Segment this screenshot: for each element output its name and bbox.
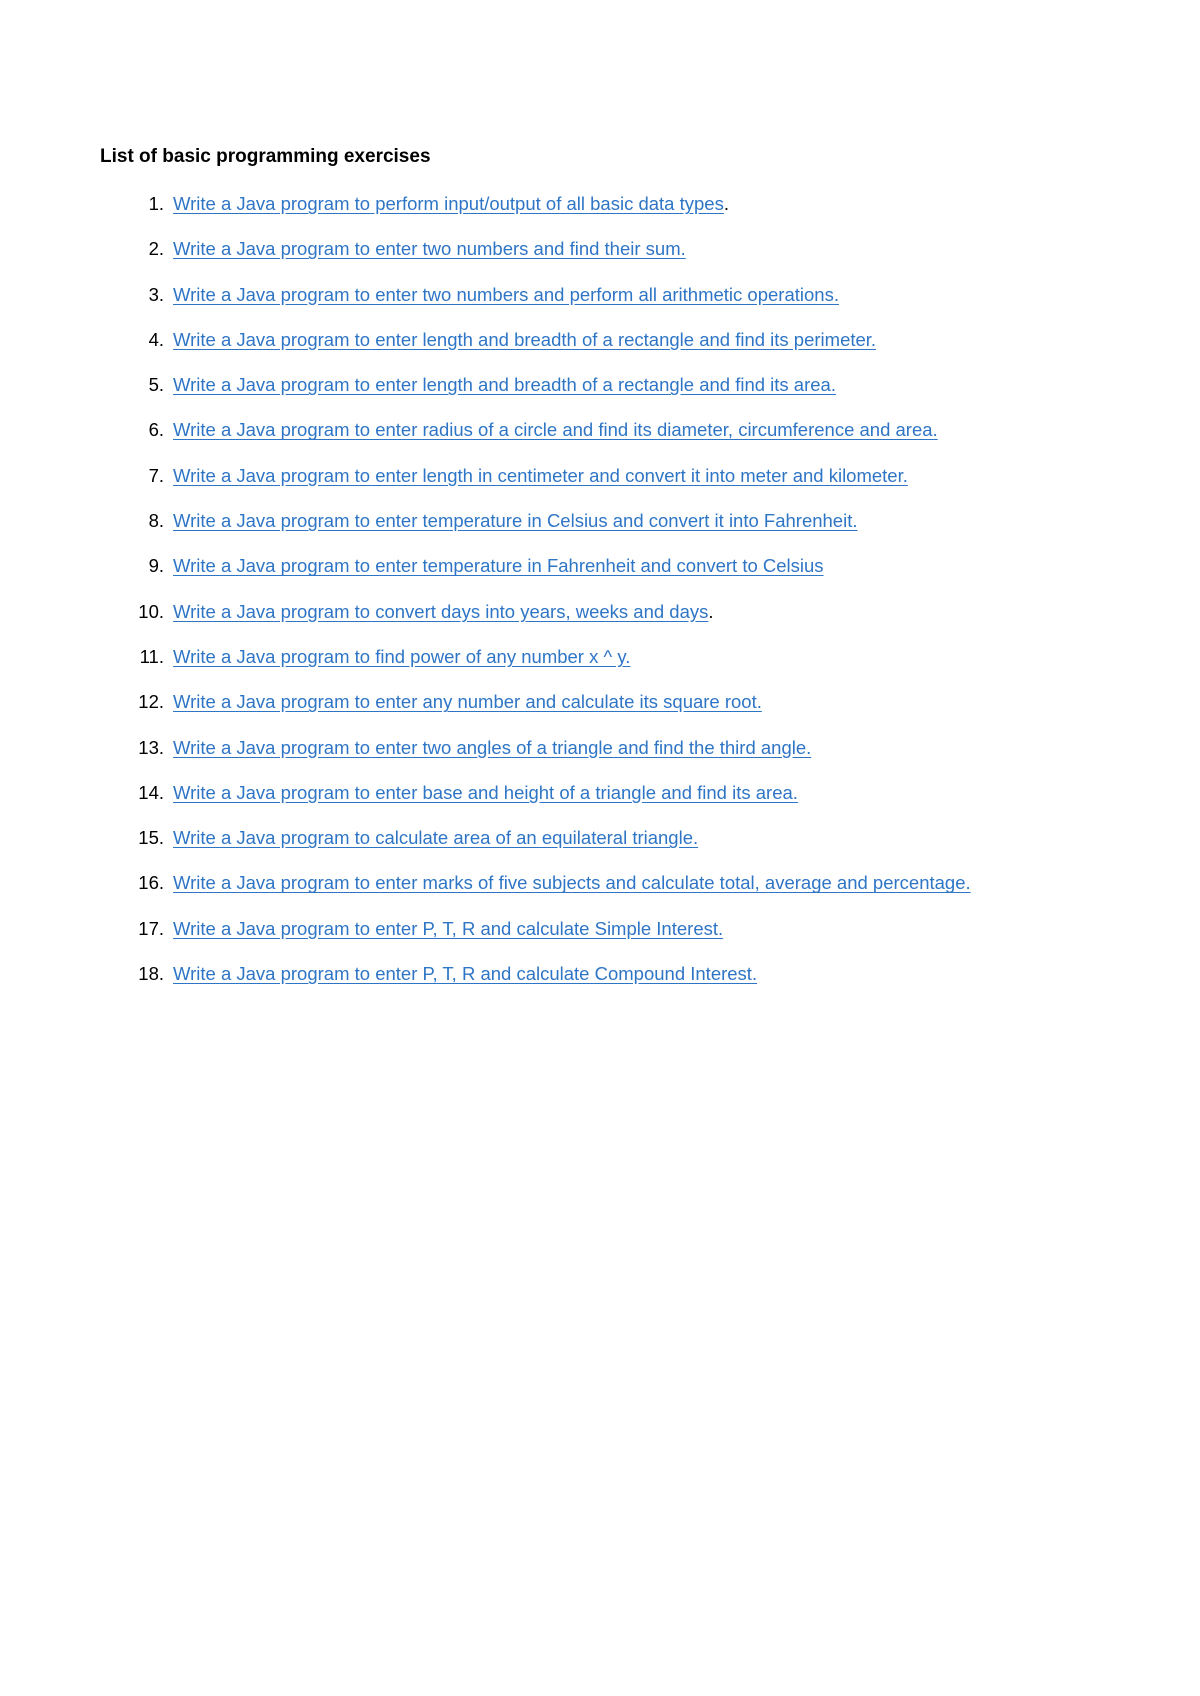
list-item [0, 601, 1200, 646]
list-item-number: 7. [148, 464, 164, 486]
list-item [0, 691, 1200, 736]
list-item-suffix: . [723, 193, 729, 214]
exercise-link[interactable]: Write a Java program to enter any number and calculate its square root. [173, 691, 762, 713]
list-item-number: 14. [138, 781, 164, 803]
list-item [0, 510, 1200, 555]
list-item-number: 9. [148, 555, 164, 577]
list-item [0, 918, 1200, 963]
list-item-content [173, 465, 908, 487]
exercise-link[interactable]: Write a Java program to enter two angles of a triangle and find the third angle. [173, 736, 812, 758]
list-item-number: 16. [138, 872, 164, 894]
exercise-link[interactable]: Write a Java program to enter two numbers and perform all arithmetic operations. [173, 283, 839, 305]
list-item-number: 17. [138, 917, 164, 939]
exercise-link[interactable]: Write a Java program to enter temperature in Fahrenheit and convert to Celsius [173, 555, 824, 577]
list-item-content [173, 601, 714, 623]
exercise-link[interactable]: Write a Java program to enter temperature in Celsius and convert it into Fahrenheit. [173, 510, 858, 532]
list-item-number: 4. [148, 328, 164, 350]
list-item-content [173, 691, 762, 713]
list-item-number: 18. [138, 963, 164, 985]
list-item-content [173, 827, 698, 849]
exercise-link[interactable]: Write a Java program to enter length and breadth of a rectangle and find its area. [173, 374, 836, 396]
list-item-content [173, 963, 757, 985]
exercise-link[interactable]: Write a Java program to enter two numbers and find their sum. [173, 238, 686, 260]
list-item-content [173, 782, 798, 804]
list-item-content [173, 872, 971, 894]
list-item-content [173, 737, 811, 759]
list-item-content [173, 238, 686, 260]
list-item [0, 782, 1200, 827]
list-item-content [173, 510, 858, 532]
list-item [0, 419, 1200, 464]
list-item-number: 1. [148, 193, 164, 214]
list-item [0, 872, 1200, 917]
exercise-link[interactable]: Write a Java program to perform input/output of all basic data types [173, 193, 724, 214]
list-item-content [173, 419, 938, 441]
list-item [0, 238, 1200, 283]
exercise-link[interactable]: Write a Java program to calculate area of an equilateral triangle. [173, 827, 699, 849]
exercise-link[interactable]: Write a Java program to enter length in centimeter and convert it into meter and kilometer. [173, 464, 908, 486]
exercise-link[interactable]: Write a Java program to enter P, T, R and calculate Compound Interest. [173, 963, 758, 985]
list-item-number: 10. [138, 600, 164, 622]
list-item-number: 2. [148, 238, 164, 260]
list-item-content [173, 374, 836, 396]
exercise-list [0, 193, 1200, 1008]
list-item-number: 3. [148, 283, 164, 305]
list-item [0, 374, 1200, 419]
list-item [0, 284, 1200, 329]
list-item [0, 555, 1200, 600]
list-item-content [173, 284, 839, 306]
list-item-content [173, 555, 824, 577]
list-item-number: 5. [148, 374, 164, 396]
list-item-number: 6. [148, 419, 164, 441]
exercise-link[interactable]: Write a Java program to enter marks of five subjects and calculate total, average and percentage. [173, 872, 971, 894]
exercise-link[interactable]: Write a Java program to find power of any number x ^ y. [173, 645, 631, 667]
list-item-number: 11. [139, 645, 164, 667]
list-item [0, 737, 1200, 782]
list-item-content [173, 329, 876, 351]
list-item-suffix: . [708, 600, 714, 622]
list-item-number: 15. [138, 827, 164, 849]
list-item [0, 827, 1200, 872]
list-item-content [173, 193, 729, 215]
list-item [0, 329, 1200, 374]
list-item-content [173, 918, 723, 940]
exercise-link[interactable]: Write a Java program to enter base and height of a triangle and find its area. [173, 781, 798, 803]
list-item-number: 8. [148, 510, 164, 532]
list-item [0, 963, 1200, 1008]
exercise-link[interactable]: Write a Java program to enter P, T, R and calculate Simple Interest. [173, 917, 724, 939]
list-item [0, 193, 1200, 238]
list-item [0, 646, 1200, 691]
list-item-content [173, 646, 630, 668]
exercise-link[interactable]: Write a Java program to enter radius of a circle and find its diameter, circumference and area. [173, 419, 938, 441]
list-item-number: 13. [138, 736, 164, 758]
exercise-link[interactable]: Write a Java program to convert days into years, weeks and days [173, 600, 709, 622]
document-title: List of basic programming exercises [100, 146, 431, 167]
list-item [0, 465, 1200, 510]
exercise-link[interactable]: Write a Java program to enter length and breadth of a rectangle and find its perimeter. [173, 328, 877, 350]
list-item-number: 12. [138, 691, 164, 713]
